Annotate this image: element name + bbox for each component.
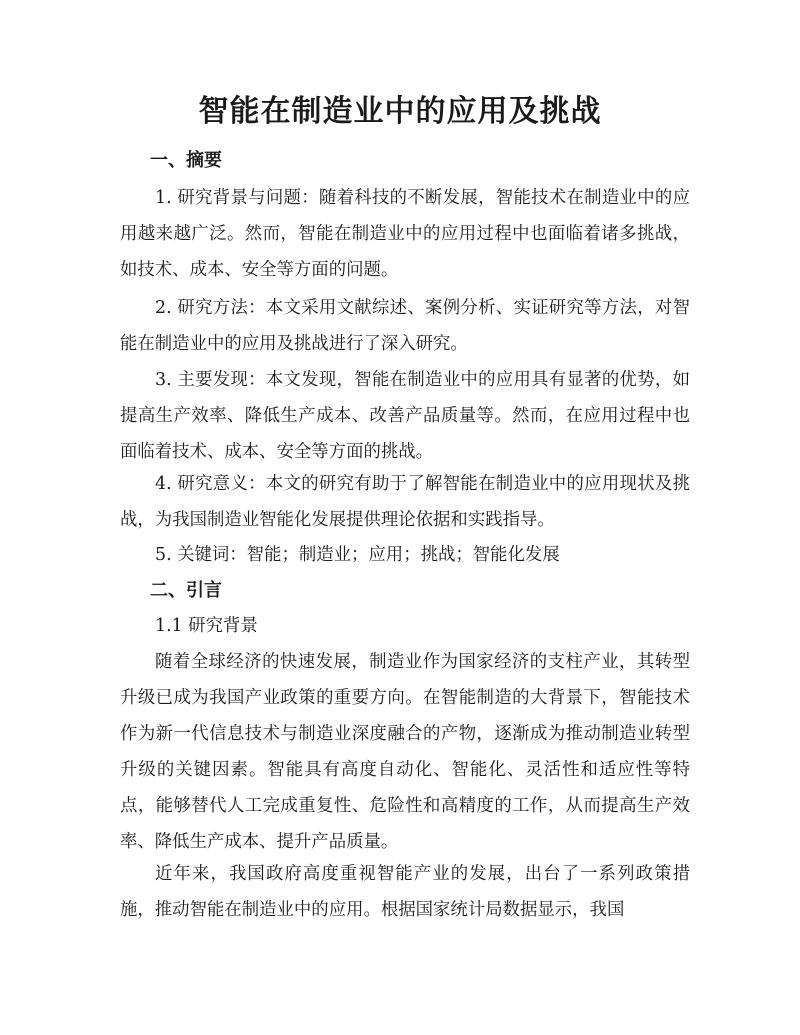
section-heading-introduction: 二、引言 — [150, 580, 222, 601]
paragraph-research-background: 1. 研究背景与问题：随着科技的不断发展，智能技术在制造业中的应用越来越广泛。然而，智能在制造业中的应用过程中也面临着诸多挑战，如技术、成本、安全等方面的问题。 — [120, 188, 690, 280]
paragraph-research-significance: 4. 研究意义：本文的研究有助于了解智能在制造业中的应用现状及挑战，为我国制造业智能化发展提供理论依据和实践指导。 — [120, 474, 690, 530]
paragraph-introduction-policy: 近年来，我国政府高度重视智能产业的发展，出台了一系列政策措施，推动智能在制造业中的应用。根据国家统计局数据显示，我国 — [120, 864, 690, 920]
paragraph-research-method: 2. 研究方法：本文采用文献综述、案例分析、实证研究等方法，对智能在制造业中的应用及挑战进行了深入研究。 — [120, 298, 690, 354]
subheading-research-background: 1.1 研究背景 — [155, 616, 258, 636]
paragraph-main-findings: 3. 主要发现：本文发现，智能在制造业中的应用具有显著的优势，如提高生产效率、降低生产成本、改善产品质量等。然而，在应用过程中也面临着技术、成本、安全等方面的挑战。 — [120, 370, 690, 462]
paragraph-introduction-background: 随着全球经济的快速发展，制造业作为国家经济的支柱产业，其转型升级已成为我国产业政策的重要方向。在智能制造的大背景下，智能技术作为新一代信息技术与制造业深度融合的产物，逐渐成为推动制造业转型升级的关键因素。智能具有高度自动化、智能化、灵活性和适应性等特点，能够替代人工完成重复性、危险性和高精度的工作，从而提高生产效率、降低生产成本、提升产品质量。 — [120, 652, 690, 852]
paragraph-keywords: 5. 关键词：智能；制造业；应用；挑战；智能化发展 — [155, 545, 560, 565]
section-heading-abstract: 一、摘要 — [150, 150, 222, 171]
document-title: 智能在制造业中的应用及挑战 — [198, 94, 602, 129]
